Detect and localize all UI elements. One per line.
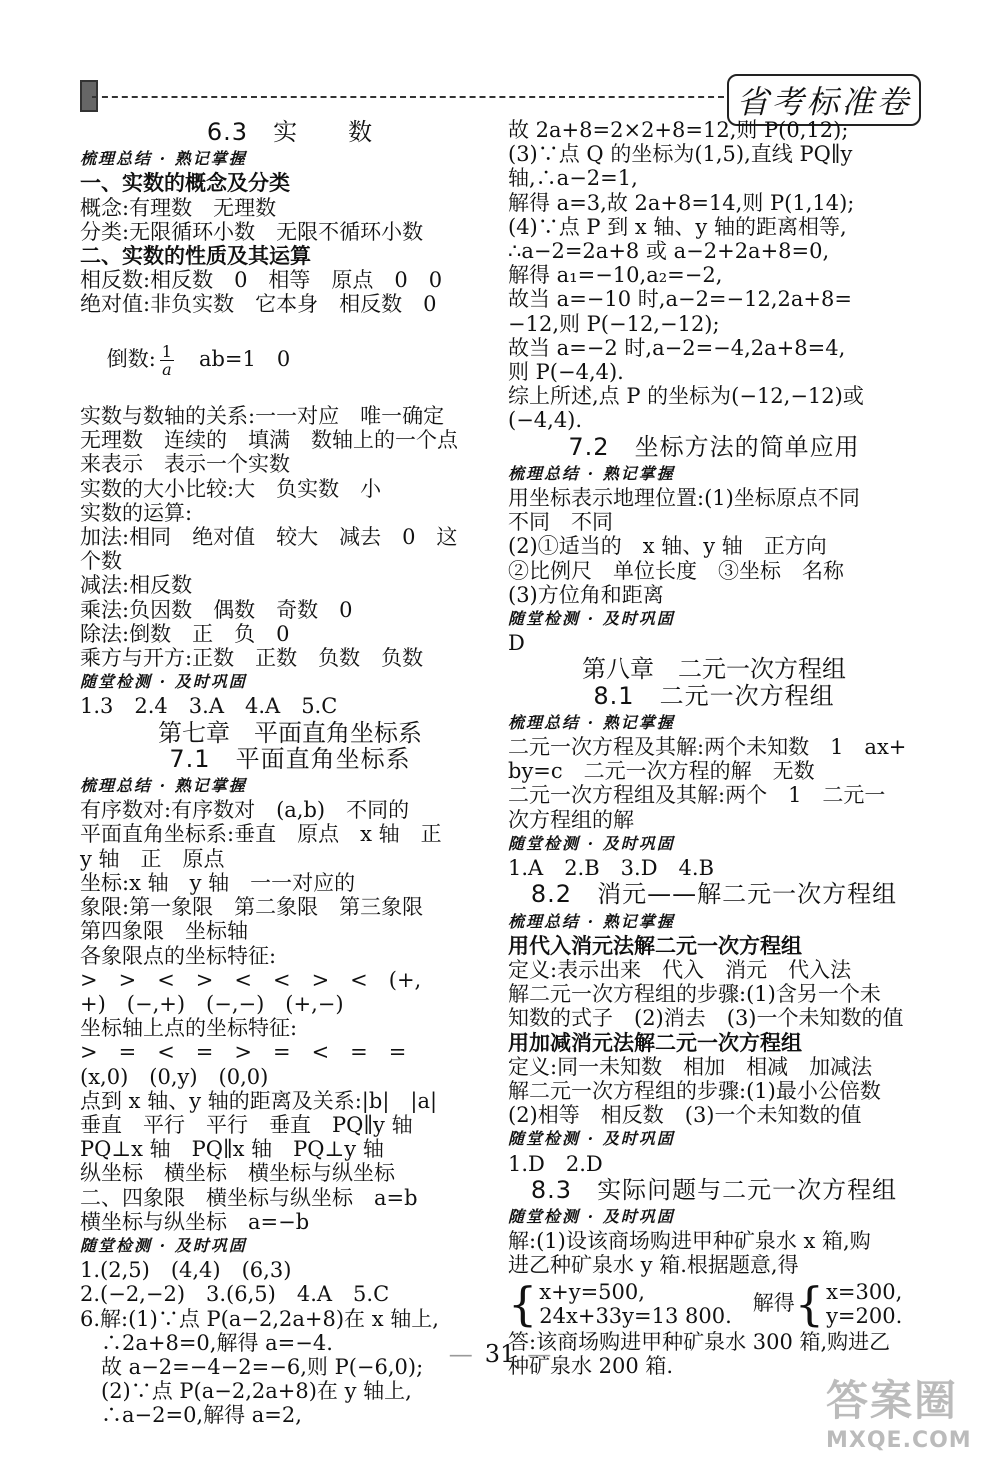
text-block	[508, 1229, 920, 1277]
text-line: 平面直角坐标系:垂直 原点 x 轴 正	[80, 822, 442, 847]
text-line: 故当 a=−10 时,a−2=−12,2a+8=	[508, 287, 852, 312]
brace-icon: {	[794, 1276, 825, 1331]
answers: D	[508, 631, 525, 656]
header-rule	[92, 96, 724, 98]
text-line: 坐标:x 轴 y 轴 一一对应的	[80, 870, 356, 895]
equation: y=200.	[826, 1303, 903, 1328]
text-line: 二、实数的性质及其运算	[80, 244, 311, 269]
section-sub: 随堂检测 · 及时巩固	[508, 609, 675, 629]
section-sub: 梳理总结 · 熟记掌握	[508, 463, 675, 483]
text-line: 有序数对:有序数对 (a,b) 不同的	[80, 798, 410, 823]
text-block	[80, 404, 500, 670]
text-line: 一、实数的概念及分类	[80, 171, 290, 196]
text-line: 解:(1)设该商场购进甲种矿泉水 x 箱,购	[508, 1229, 871, 1254]
text-block	[508, 934, 920, 1128]
page-number-text: — 31 —	[437, 1340, 564, 1368]
text-line: 定义:同一未知数 相加 相减 加减法	[508, 1054, 873, 1079]
fraction	[160, 343, 174, 378]
fraction-numerator: 1	[161, 341, 172, 361]
text-line: 定义:表示出来 代入 消元 代入法	[508, 957, 852, 982]
text-line: 解得 a=3,故 2a+8=14,则 P(1,14);	[508, 190, 855, 215]
text-line: −12,则 P(−12,−12);	[508, 311, 720, 336]
text-line: 实数的大小比较:大 负实数 小	[80, 476, 382, 501]
text-line: 用加减消元法解二元一次方程组	[508, 1030, 802, 1055]
equation-system	[508, 1276, 920, 1331]
fraction-denominator: a	[162, 359, 172, 379]
text-line: 相反数:相反数 0 相等 原点 0 0	[80, 268, 443, 293]
section-sub: 梳理总结 · 熟记掌握	[80, 776, 247, 796]
text-line: 二元一次方程组及其解:两个 1 二元一	[508, 783, 886, 808]
text-line: > > < > < < > < (+,	[80, 967, 422, 992]
text-line: > = < = > = < = =	[80, 1040, 407, 1065]
text-line: 加法:相同 绝对值 较大 减去 0 这	[80, 525, 458, 550]
text-line: 轴,∴a−2=1,	[508, 166, 638, 191]
text-line: 除法:倒数 正 负 0	[80, 621, 290, 646]
text-line: 垂直 平行 平行 垂直 PQ∥y 轴	[80, 1112, 413, 1137]
text-line: 各象限点的坐标特征:	[80, 943, 277, 968]
reciprocal-line	[80, 319, 500, 402]
section-sub: 随堂检测 · 及时巩固	[508, 833, 675, 853]
answer-line: 1.(2,5) (4,4) (6,3)	[80, 1258, 292, 1283]
text-line: 个数	[80, 549, 122, 574]
text-line: 故 2a+8=2×2+8=12,则 P(0,12);	[508, 118, 849, 142]
system-equations	[539, 1280, 732, 1328]
equation: x=300,	[826, 1279, 903, 1304]
text-line: 解二元一次方程组的步骤:(1)最小公倍数	[508, 1078, 881, 1103]
section-sub: 梳理总结 · 熟记掌握	[508, 712, 675, 732]
section-sub: 随堂检测 · 及时巩固	[80, 672, 247, 692]
text-line: 二元一次方程及其解:两个未知数 1 ax+	[508, 735, 907, 760]
text-line: 故当 a=−2 时,a−2=−4,2a+8=4,	[508, 335, 846, 360]
text-line: ∴a−2=2a+8 或 a−2+2a+8=0,	[508, 239, 830, 264]
text-line: 进乙种矿泉水 y 箱.根据题意,得	[508, 1253, 799, 1278]
answer-line: (2)∵点 P(a−2,2a+8)在 y 轴上,	[80, 1379, 412, 1404]
text-line: 乘法:负因数 偶数 奇数 0	[80, 597, 353, 622]
text-line: 概念:有理数 无理数	[80, 195, 277, 220]
text-line: 不同 不同	[508, 510, 613, 535]
section-title-7-2: 7.2 坐标方法的简单应用	[568, 432, 860, 461]
section-title-8-2: 8.2 消元——解二元一次方程组	[530, 880, 898, 909]
text-line: (−4,4).	[508, 408, 583, 433]
brace-icon: {	[508, 1276, 538, 1331]
text-line: by=c 二元一次方程的解 无数	[508, 759, 815, 784]
text-line: (x,0) (0,y) (0,0)	[80, 1064, 269, 1089]
text-line: 第四象限 坐标轴	[80, 919, 248, 944]
text-line: 用代入消元法解二元一次方程组	[508, 933, 802, 958]
text-line: +) (−,+) (−,−) (+,−)	[80, 991, 344, 1016]
text-line: 则 P(−4,4).	[508, 360, 624, 385]
right-column	[508, 118, 920, 1378]
text-line: 种矿泉水 200 箱.	[508, 1353, 674, 1378]
header-badge: 省考标准卷	[727, 74, 921, 126]
section-sub: 随堂检测 · 及时巩固	[508, 1129, 675, 1149]
text-line: 综上所述,点 P 的坐标为(−12,−12)或	[508, 384, 864, 409]
watermark-text: 答案圈	[826, 1376, 959, 1425]
watermark-logo	[826, 1368, 986, 1452]
section-sub: 随堂检测 · 及时巩固	[80, 1235, 247, 1255]
left-column	[80, 118, 500, 1428]
page-number	[0, 1340, 1000, 1368]
text-line: 用坐标表示地理位置:(1)坐标原点不同	[508, 486, 860, 511]
text-line: 次方程组的解	[508, 807, 634, 832]
section-sub: 随堂检测 · 及时巩固	[508, 1206, 675, 1226]
text-line: 实数与数轴的关系:一一对应 唯一确定	[80, 404, 445, 429]
text-line: ②比例尺 单位长度 ③坐标 名称	[508, 558, 844, 583]
equation: x+y=500,	[539, 1279, 645, 1304]
reciprocal-label: 倒数:	[106, 346, 156, 371]
answer-line: 6.解:(1)∵点 P(a−2,2a+8)在 x 轴上,	[80, 1306, 439, 1331]
solve-label: 解得	[731, 1291, 795, 1316]
answer-line: ∴a−2=0,解得 a=2,	[80, 1403, 302, 1428]
text-line: 来表示 表示一个实数	[80, 452, 290, 477]
text-line: (2)①适当的 x 轴、y 轴 正方向	[508, 534, 827, 559]
text-line: 绝对值:非负实数 它本身 相反数 0	[80, 292, 437, 317]
reciprocal-rest: ab=1 0	[177, 346, 291, 371]
text-line: PQ⊥x 轴 PQ∥x 轴 PQ⊥y 轴	[80, 1137, 384, 1162]
text-line: 解得 a₁=−10,a₂=−2,	[508, 263, 723, 288]
answer-line: 故 a−2=−4−2=−6,则 P(−6,0);	[80, 1354, 424, 1379]
section-title-8-3: 8.3 实际问题与二元一次方程组	[530, 1175, 898, 1204]
section-title-7-1: 7.1 平面直角坐标系	[169, 744, 411, 773]
text-line: 象限:第一象限 第二象限 第三象限	[80, 895, 424, 920]
text-line: 减法:相反数	[80, 573, 193, 598]
text-line: 知数的式子 (2)消去 (3)一个未知数的值	[508, 1006, 904, 1031]
text-line: 点到 x 轴、y 轴的距离及关系:|b| |a|	[80, 1088, 438, 1113]
text-line: y 轴 正 原点	[80, 846, 225, 871]
text-line: 答:该商场购进甲种矿泉水 300 箱,购进乙	[508, 1329, 891, 1354]
text-block	[80, 798, 500, 1234]
watermark-url: MXQE.COM	[826, 1428, 972, 1453]
chapter-title-7: 第七章 平面直角坐标系	[158, 718, 422, 747]
chapter-title-8: 第八章 二元一次方程组	[582, 655, 846, 684]
text-line: (4)∵点 P 到 x 轴、y 轴的距离相等,	[508, 214, 847, 239]
system-solution	[826, 1280, 902, 1328]
text-block	[508, 486, 920, 607]
text-line: 纵坐标 横坐标 横坐标与纵坐标	[80, 1161, 395, 1186]
text-block	[80, 171, 500, 316]
text-line: (3)方位角和距离	[508, 582, 664, 607]
text-line: 无理数 连续的 填满 数轴上的一个点	[80, 428, 458, 453]
text-line: 横坐标与纵坐标 a=−b	[80, 1209, 310, 1234]
text-line: 乘方与开方:正数 正数 负数 负数	[80, 646, 424, 671]
section-title-6-3: 6.3 实 数	[206, 118, 374, 146]
equation: 24x+33y=13 800.	[539, 1303, 732, 1328]
text-block	[508, 118, 920, 433]
answers: 1.A 2.B 3.D 4.B	[508, 856, 715, 881]
answers: 1.3 2.4 3.A 4.A 5.C	[80, 694, 338, 719]
section-title-8-1: 8.1 二元一次方程组	[593, 681, 835, 710]
text-line: (3)∵点 Q 的坐标为(1,5),直线 PQ∥y	[508, 142, 853, 167]
answer-line: ∴2a+8=0,解得 a=−4.	[80, 1330, 333, 1355]
answer-line: 2.(−2,−2) 3.(6,5) 4.A 5.C	[80, 1282, 390, 1307]
text-line: 实数的运算:	[80, 500, 193, 525]
text-line: 分类:无限循环小数 无限不循环小数	[80, 219, 424, 244]
text-line: 解二元一次方程组的步骤:(1)含另一个未	[508, 982, 881, 1007]
text-line: 二、四象限 横坐标与纵坐标 a=b	[80, 1185, 418, 1210]
text-line: 坐标轴上点的坐标特征:	[80, 1016, 298, 1041]
section-sub: 梳理总结 · 熟记掌握	[508, 911, 675, 931]
text-block	[508, 735, 920, 832]
text-line: (2)相等 相反数 (3)一个未知数的值	[508, 1103, 862, 1128]
section-sub: 梳理总结 · 熟记掌握	[80, 149, 247, 169]
answers: 1.D 2.D	[508, 1151, 603, 1176]
